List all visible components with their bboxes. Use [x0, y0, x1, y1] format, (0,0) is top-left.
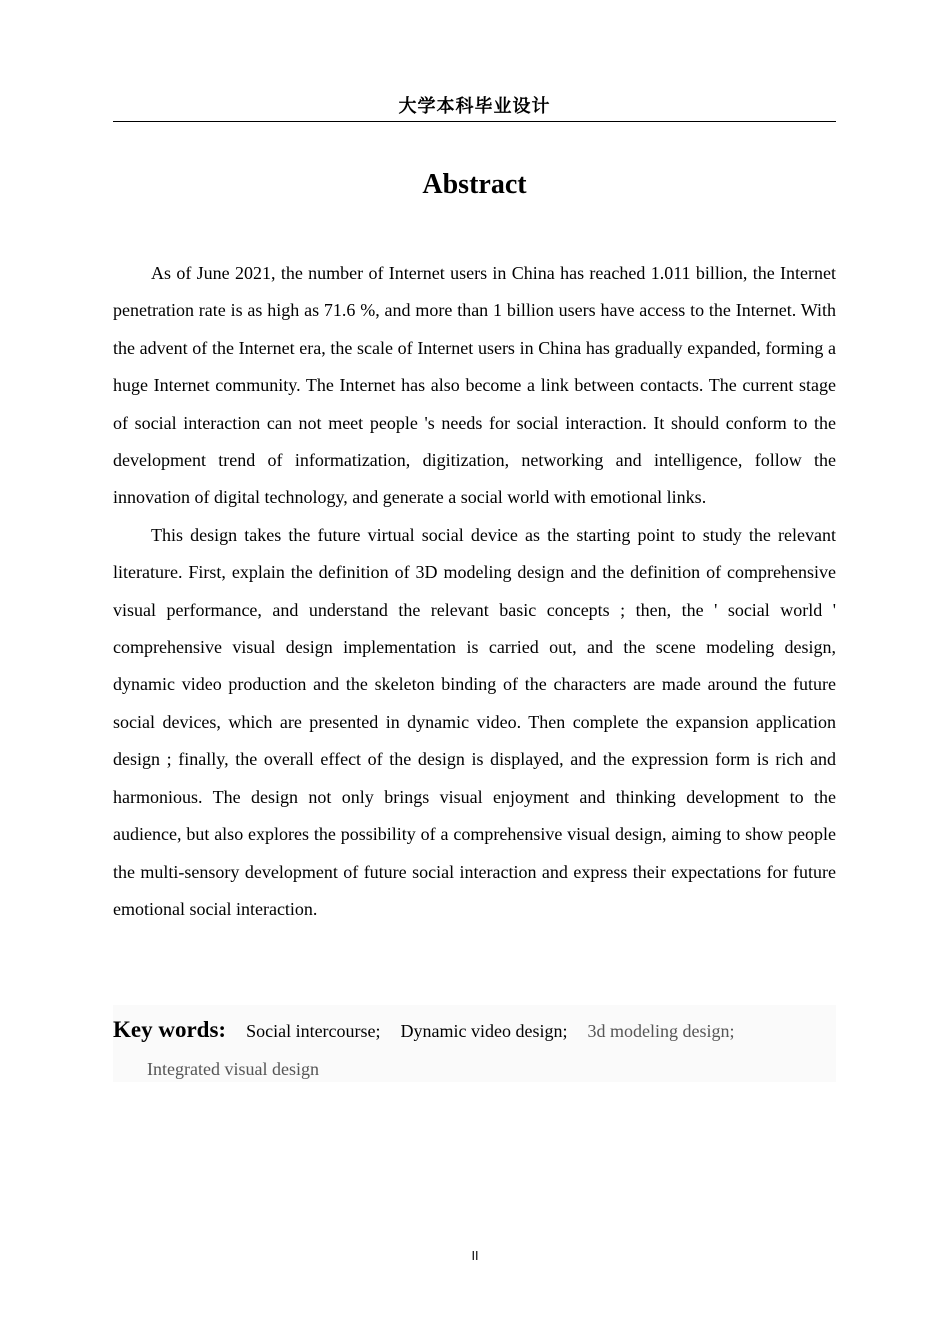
page-title: Abstract [422, 169, 527, 200]
keywords-label: Key words: [113, 1017, 227, 1042]
keywords-line [113, 1015, 755, 1046]
keyword-item: Integrated visual design [147, 1059, 319, 1079]
keyword-item: Dynamic video design; [400, 1021, 568, 1041]
keywords-section [113, 1005, 836, 1082]
abstract-paragraph: As of June 2021, the number of Internet users in China has reached 1.011 billion, the Internet penetration rate is as high as 71.6 %, and more than 1 billion users have access to the Internet. With the advent of the Internet era, the scale of Internet users in China has gradually expanded, forming a huge Internet community. The Internet has also become a link between contacts. The current stage of social interaction can not meet people 's needs for social interaction. It should conform to the development trend of informatization, digitization, networking and intelligence, follow the innovation of digital technology, and generate a social world with emotional links. [113, 263, 836, 508]
abstract-body [113, 255, 836, 928]
keyword-item: Social intercourse; [246, 1021, 381, 1041]
header-divider [113, 121, 836, 122]
keyword-item: 3d modeling design; [587, 1021, 735, 1041]
abstract-paragraph: This design takes the future virtual social device as the starting point to study the relevant literature. First, explain the definition of 3D modeling design and the definition of comprehensive visual performance, and understand the relevant basic concepts ; then, the ' social world ' comprehensive visual design implementation is carried out, and the scene modeling design, dynamic video production and the skeleton binding of the characters are made around the future social devices, which are presented in dynamic video. Then complete the expansion application design ; finally, the overall effect of the design is displayed, and the expression form is rich and harmonious. The design not only brings visual enjoyment and thinking development to the audience, but also explores the possibility of a comprehensive visual design, aiming to show people the multi-sensory development of future social interaction and express their expectations for future emotional social interaction. [113, 524, 836, 919]
page-header: 大学本科毕业设计 [398, 96, 551, 117]
page-number: II [471, 1249, 479, 1263]
